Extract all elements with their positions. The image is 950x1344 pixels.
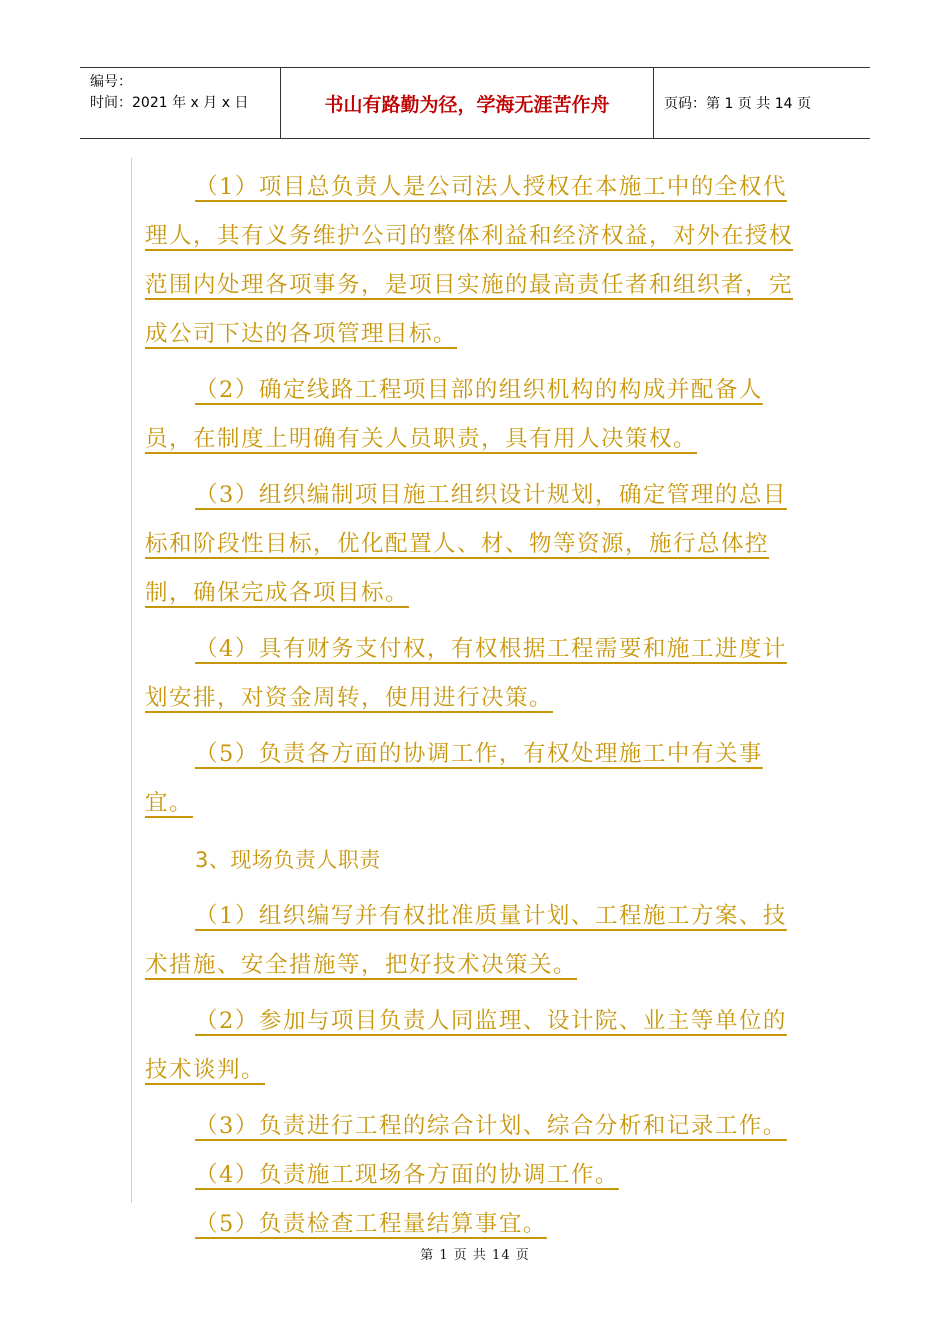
- paragraph-text: （3）组织编制项目施工组织设计规划，确定管理的总目标和阶段性目标，优化配置人、材、物等资源，施行总体控制，确保完成各项目标。: [145, 482, 787, 606]
- section-heading: 3、现场负责人职责: [195, 848, 381, 872]
- paragraph-text: （4）负责施工现场各方面的协调工作。: [195, 1162, 619, 1188]
- left-margin-line: [131, 158, 132, 1203]
- paragraph-text: （2）参加与项目负责人同监理、设计院、业主等单位的技术谈判。: [145, 1008, 787, 1083]
- paragraph: [145, 625, 805, 723]
- document-number-label: 编号：: [90, 74, 132, 90]
- paragraph-text: （1）组织编写并有权批准质量计划、工程施工方案、技术措施、安全措施等，把好技术决策关。: [145, 903, 787, 978]
- header-motto: 书山有路勤为径，学海无涯苦作舟: [281, 68, 654, 138]
- paragraph: [145, 997, 805, 1095]
- paragraph-text: （2）确定线路工程项目部的组织机构的构成并配备人员，在制度上明确有关人员职责，具有用人决策权。: [145, 377, 763, 452]
- paragraph: [145, 730, 805, 828]
- document-date-label: 时间：2021 年 x 月 x 日: [90, 95, 249, 111]
- page-footer: 第 1 页 共 14 页: [420, 1248, 530, 1263]
- header-page-number: 页码：第 1 页 共 14 页: [664, 96, 811, 112]
- header-left-cell: [80, 68, 281, 138]
- paragraph: [145, 892, 805, 990]
- paragraph: [145, 163, 805, 359]
- paragraph-text: （1）项目总负责人是公司法人授权在本施工中的全权代理人，其有义务维护公司的整体利益和经济权益，对外在授权范围内处理各项事务，是项目实施的最高责任者和组织者，完成公司下达的各项管理目标。: [145, 174, 794, 347]
- paragraph: [145, 366, 805, 464]
- paragraph: [145, 1151, 805, 1200]
- paragraph: [145, 1102, 805, 1151]
- paragraph: [145, 1200, 805, 1249]
- page-header: [80, 67, 870, 139]
- paragraph-text: （3）负责进行工程的综合计划、综合分析和记录工作。: [195, 1113, 787, 1139]
- paragraph-text: （5）负责检查工程量结算事宜。: [195, 1211, 547, 1237]
- paragraph: [145, 471, 805, 618]
- paragraph-text: （5）负责各方面的协调工作，有权处理施工中有关事宜。: [145, 741, 763, 816]
- document-body: [145, 163, 805, 1249]
- paragraph-text: （4）具有财务支付权，有权根据工程需要和施工进度计划安排，对资金周转，使用进行决策。: [145, 636, 787, 711]
